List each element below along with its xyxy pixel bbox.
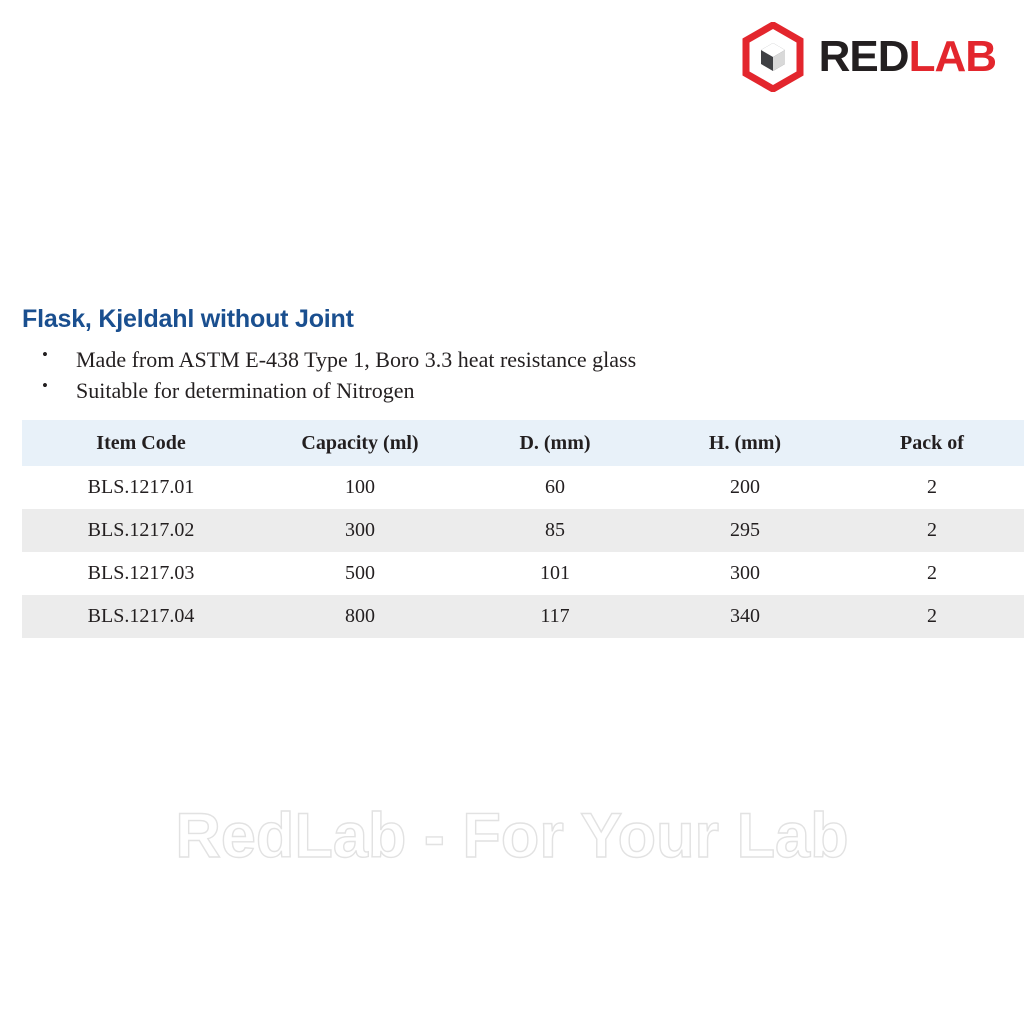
- brand-wordmark-lab: LAB: [908, 32, 996, 81]
- product-section: [22, 305, 1024, 638]
- cell-height: 200: [650, 466, 840, 509]
- brand-logo: [741, 22, 996, 92]
- cell-pack-of: 2: [840, 595, 1024, 638]
- cell-capacity: 300: [260, 509, 460, 552]
- cell-capacity: 500: [260, 552, 460, 595]
- table-row: [22, 466, 1024, 509]
- table-row: [22, 595, 1024, 638]
- cell-diameter: 85: [460, 509, 650, 552]
- cell-pack-of: 2: [840, 466, 1024, 509]
- cell-height: 340: [650, 595, 840, 638]
- column-header-diameter: D. (mm): [460, 420, 650, 466]
- cell-item-code: BLS.1217.02: [22, 509, 260, 552]
- table-row: [22, 509, 1024, 552]
- watermark-text: RedLab - For Your Lab: [175, 801, 849, 871]
- list-item: • Suitable for determination of Nitrogen: [22, 375, 1024, 406]
- cell-diameter: 60: [460, 466, 650, 509]
- brand-wordmark-red: RED: [818, 32, 909, 81]
- cell-capacity: 800: [260, 595, 460, 638]
- brand-wordmark: [818, 32, 996, 81]
- cell-item-code: BLS.1217.03: [22, 552, 260, 595]
- cell-pack-of: 2: [840, 509, 1024, 552]
- cell-diameter: 101: [460, 552, 650, 595]
- column-header-item-code: Item Code: [22, 420, 260, 466]
- cell-item-code: BLS.1217.01: [22, 466, 260, 509]
- cell-height: 300: [650, 552, 840, 595]
- cell-pack-of: 2: [840, 552, 1024, 595]
- cell-item-code: BLS.1217.04: [22, 595, 260, 638]
- list-item: • Made from ASTM E-438 Type 1, Boro 3.3 heat resistance glass: [22, 344, 1024, 375]
- column-header-capacity: Capacity (ml): [260, 420, 460, 466]
- hexagon-cube-icon: [741, 22, 805, 92]
- column-header-pack-of: Pack of: [840, 420, 1024, 466]
- specification-table: [22, 420, 1024, 638]
- page-title: Flask, Kjeldahl without Joint: [22, 305, 354, 333]
- table-row: [22, 552, 1024, 595]
- cell-height: 295: [650, 509, 840, 552]
- feature-list: [22, 344, 1024, 406]
- table-header-row: [22, 420, 1024, 466]
- cell-capacity: 100: [260, 466, 460, 509]
- cell-diameter: 117: [460, 595, 650, 638]
- column-header-height: H. (mm): [650, 420, 840, 466]
